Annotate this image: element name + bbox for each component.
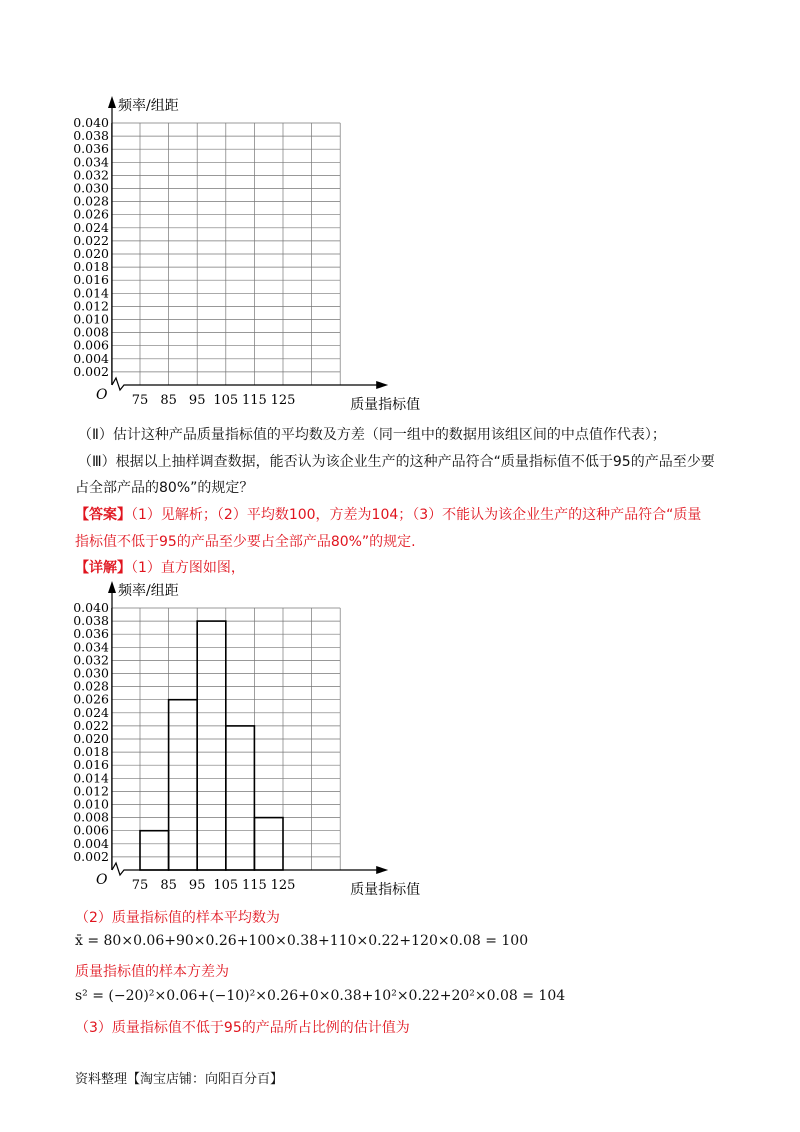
y-tick-label: 0.036 bbox=[73, 141, 109, 157]
variance-formula: s² = (−20)²×0.06+(−10)²×0.26+0×0.38+10²×0.22+20²×0.08 = 104 bbox=[75, 988, 566, 1004]
y-tick-label: 0.024 bbox=[73, 219, 109, 235]
x-tick-label: 75 bbox=[131, 878, 149, 893]
y-tick-label: 0.032 bbox=[73, 167, 109, 183]
x-tick-label: 75 bbox=[131, 393, 149, 408]
y-axis-label: 频率/组距 bbox=[118, 98, 179, 114]
y-axis-arrow bbox=[108, 96, 116, 108]
y-tick-label: 0.014 bbox=[73, 770, 109, 786]
origin-label: O bbox=[96, 387, 108, 403]
y-tick-label: 0.026 bbox=[73, 206, 109, 222]
y-tick-label: 0.010 bbox=[73, 796, 109, 812]
y-tick-label: 0.016 bbox=[73, 757, 109, 773]
y-tick-label: 0.036 bbox=[73, 626, 109, 642]
origin-label: O bbox=[96, 872, 108, 888]
histogram-bar bbox=[140, 831, 169, 870]
x-axis-arrow bbox=[376, 866, 388, 874]
detail-text: （1）直方图如图， bbox=[131, 560, 245, 576]
y-tick-label: 0.038 bbox=[73, 128, 109, 144]
x-tick-label: 85 bbox=[160, 393, 177, 408]
detail-line1 bbox=[75, 558, 245, 578]
y-tick-label: 0.020 bbox=[73, 246, 109, 261]
y-tick-label: 0.028 bbox=[73, 193, 109, 209]
y-tick-label: 0.004 bbox=[73, 835, 109, 851]
x-tick-label: 115 bbox=[241, 393, 267, 408]
x-tick-label: 115 bbox=[241, 878, 267, 893]
x-tick-label: 95 bbox=[188, 393, 206, 408]
y-tick-label: 0.012 bbox=[73, 298, 109, 314]
filled-histogram bbox=[60, 577, 421, 902]
x-tick-label: 95 bbox=[188, 878, 206, 893]
x-axis-label: 质量指标值 bbox=[350, 882, 421, 898]
y-tick-label: 0.040 bbox=[73, 600, 109, 615]
part3-title: （3）质量指标值不低于95的产品所占比例的估计值为 bbox=[75, 1020, 410, 1036]
y-tick-label: 0.002 bbox=[73, 363, 109, 379]
y-tick-label: 0.034 bbox=[73, 639, 109, 655]
y-tick-label: 0.018 bbox=[73, 744, 109, 760]
y-tick-label: 0.030 bbox=[73, 665, 109, 681]
answer-tag: 【答案】 bbox=[75, 507, 131, 523]
y-tick-label: 0.018 bbox=[73, 259, 109, 275]
x-tick-label: 105 bbox=[213, 878, 239, 893]
page-footer: 资料整理【淘宝店铺：向阳百分百】 bbox=[75, 1072, 284, 1087]
x-tick-label: 125 bbox=[270, 878, 296, 893]
empty-histogram-grid bbox=[60, 92, 421, 417]
x-axis-label: 质量指标值 bbox=[350, 397, 421, 413]
y-tick-label: 0.022 bbox=[73, 717, 109, 733]
y-tick-label: 0.012 bbox=[73, 783, 109, 799]
y-tick-label: 0.022 bbox=[73, 232, 109, 248]
answer-text: （1）见解析；（2）平均数100，方差为104；（3）不能认为该企业生产的这种产品符合“质量 bbox=[131, 507, 702, 523]
y-tick-label: 0.006 bbox=[73, 337, 109, 353]
y-tick-label: 0.030 bbox=[73, 180, 109, 196]
x-tick-label: 105 bbox=[213, 393, 239, 408]
y-tick-label: 0.024 bbox=[73, 704, 109, 720]
y-axis-label: 频率/组距 bbox=[118, 583, 179, 599]
answer-line2: 指标值不低于95的产品至少要占全部产品80%”的规定. bbox=[75, 534, 416, 550]
question-part-2: （Ⅱ）估计这种产品质量指标值的平均数及方差（同一组中的数据用该组区间的中点值作代表）； bbox=[78, 427, 666, 443]
variance-title: 质量指标值的样本方差为 bbox=[75, 964, 229, 980]
y-tick-label: 0.028 bbox=[73, 678, 109, 694]
detail-tag: 【详解】 bbox=[75, 560, 131, 576]
x-axis-arrow bbox=[376, 381, 388, 389]
y-tick-label: 0.020 bbox=[73, 731, 109, 746]
y-tick-label: 0.010 bbox=[73, 311, 109, 327]
y-tick-label: 0.016 bbox=[73, 272, 109, 288]
question-part-3-line2: 占全部产品的80%”的规定？ bbox=[75, 480, 254, 496]
y-tick-label: 0.040 bbox=[73, 115, 109, 130]
y-tick-label: 0.014 bbox=[73, 285, 109, 301]
x-tick-label: 125 bbox=[270, 393, 296, 408]
histogram-bar bbox=[197, 621, 226, 870]
y-tick-label: 0.026 bbox=[73, 691, 109, 707]
part2-title: （2）质量指标值的样本平均数为 bbox=[75, 910, 280, 926]
y-tick-label: 0.006 bbox=[73, 822, 109, 838]
y-tick-label: 0.032 bbox=[73, 652, 109, 668]
question-part-3-line1: （Ⅲ）根据以上抽样调查数据，能否认为该企业生产的这种产品符合“质量指标值不低于95的产品至少要 bbox=[78, 454, 715, 470]
y-tick-label: 0.034 bbox=[73, 154, 109, 170]
y-tick-label: 0.004 bbox=[73, 350, 109, 366]
y-tick-label: 0.002 bbox=[73, 848, 109, 864]
y-tick-label: 0.038 bbox=[73, 613, 109, 629]
answer-line1 bbox=[75, 505, 701, 525]
y-axis-arrow bbox=[108, 581, 116, 593]
histogram-bar bbox=[226, 726, 255, 870]
y-tick-label: 0.008 bbox=[73, 324, 109, 340]
mean-formula: x̄ = 80×0.06+90×0.26+100×0.38+110×0.22+120×0.08 = 100 bbox=[75, 933, 529, 949]
histogram-bar bbox=[169, 700, 198, 870]
x-tick-label: 85 bbox=[160, 878, 177, 893]
y-tick-label: 0.008 bbox=[73, 809, 109, 825]
